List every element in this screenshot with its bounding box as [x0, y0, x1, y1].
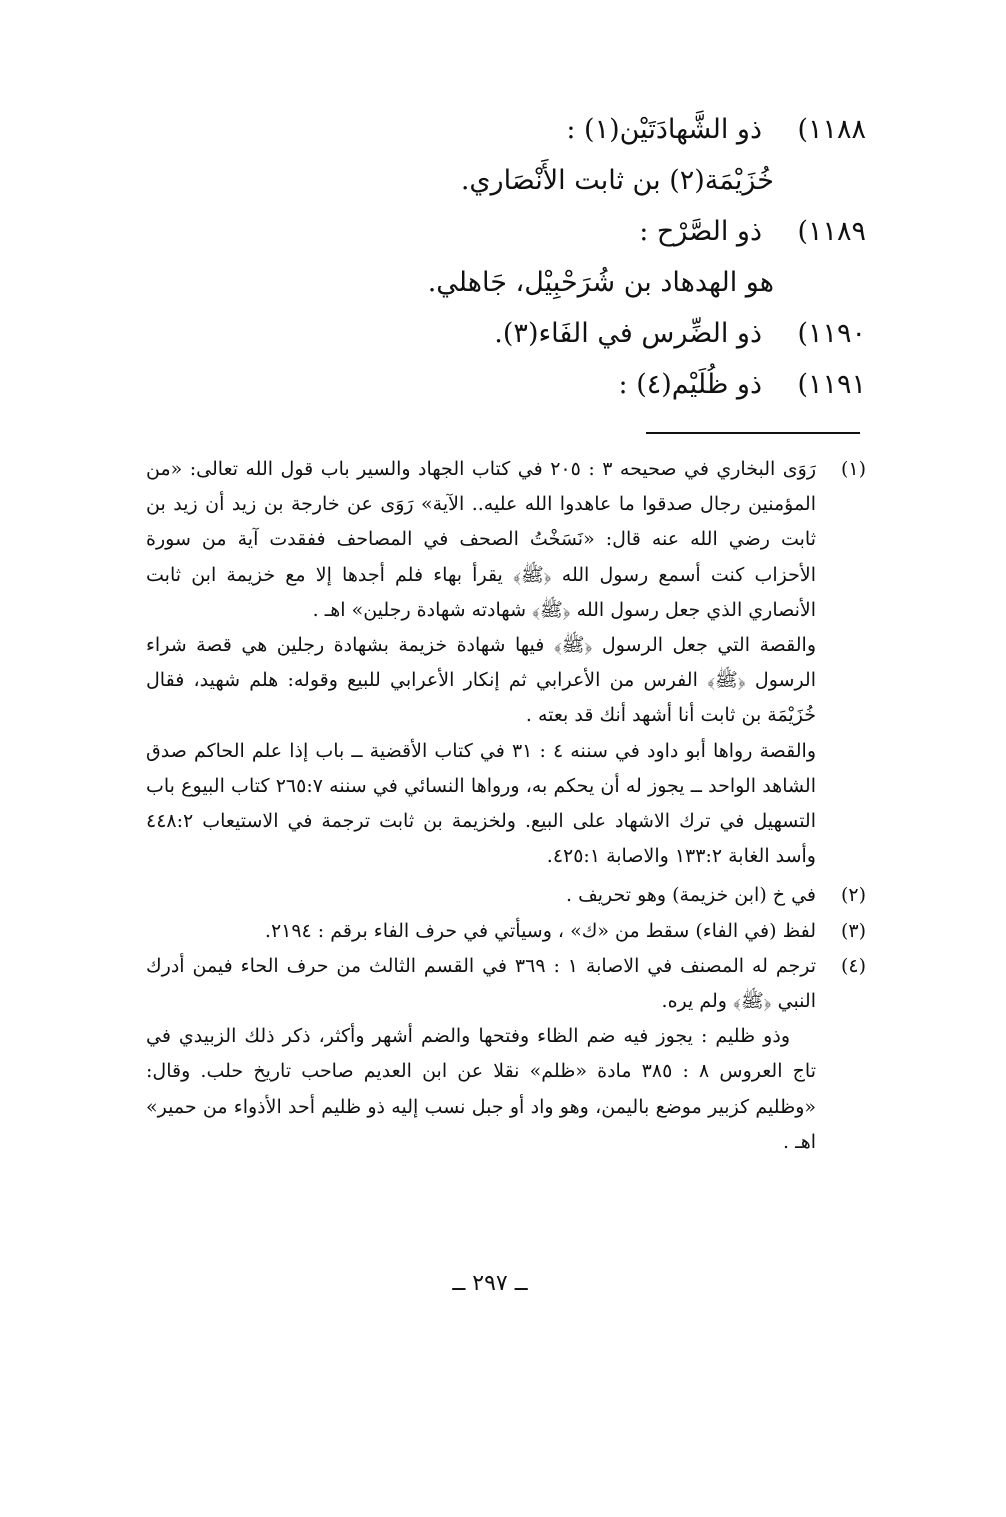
entry-body: خُزَيْمَة(٢) بن ثابت الأَنْصَاري. [460, 165, 774, 196]
footnote-number: (٢) [840, 884, 866, 907]
entry-title: ذو الضِّرس في الفَاء(٣). [494, 318, 762, 349]
entry-title: ذو الصَّرْح : [639, 216, 762, 247]
footnote-paragraph: والقصة التي جعل الرسول ﴿ﷺ﴾ فيها شهادة خزيمة بشهادة رجلين هي قصة شراء الرسول ﴿ﷺ﴾ الفرس من الأعرابي ثم إنكار الأعرابي للبيع وقوله: هلم شهيد، فقال خُزَيْمَة بن ثابت أنا أشهد أنك قد بعته . [146, 634, 816, 727]
footnote-text: لفظ (في الفاء) سقط من «ك» ، وسيأتي في حرف الفاء برقم : ٢١٩٤. [264, 919, 816, 942]
footnote-3 [146, 914, 866, 949]
entry-number: ١١٩٠) [797, 318, 866, 349]
footnote-1 [146, 452, 866, 628]
entries-section [146, 104, 866, 410]
footnote-text: ترجم له المصنف في الاصابة ١ : ٣٦٩ في القسم الثالث من حرف الحاء فيمن أدرك النبي ﴿ﷺ﴾ ولم يره. [146, 954, 816, 1013]
footnotes-section [146, 452, 866, 1160]
page-number: ــ ٢٩٧ ــ [452, 1271, 528, 1296]
footnote-paragraph: وذو ظليم : يجوز فيه ضم الظاء وفتحها والضم أشهر وأكثر، ذكر ذلك الزبيدي في تاج العروس ٨ : ٣٨٥ مادة «ظلم» نقلا عن ابن العديم صاحب تاريخ حلب. وقال: «وظليم كزبير موضع باليمن، وهو واد أو جبل نسب إليه ذو ظليم أحد الأذواء من حمير» اهـ . [146, 1025, 816, 1153]
entry-1190 [146, 308, 866, 359]
footnote-number: (١) [840, 458, 866, 480]
entry-body: هو الهدهاد بن شُرَحْبِيْل، جَاهلي. [427, 267, 774, 298]
footnote-divider [646, 432, 860, 434]
footnote-text: رَوَى البخاري في صحيحه ٣ : ٢٠٥ في كتاب الجهاد والسير باب قول الله تعالى: «من المؤمنين رجال صدقوا ما عاهدوا الله عليه.. الآية» رَوَى عن خارجة بن زيد أن زيد بن ثابت رضي الله عنه قال: «نَسَخْتُ الصحف في المصاحف ففقدت آية من سورة الأحزاب كنت أسمع رسول الله ﴿ﷺ﴾ يقرأ بهاء فلم أجدها إلا مع خزيمة ابن ثابت الأنصاري الذي جعل رسول الله ﴿ﷺ﴾ شهادته شهادة رجلين» اهـ . [146, 458, 816, 621]
footnote-number: (٤) [840, 954, 866, 977]
entry-number: ١١٩١) [797, 369, 866, 400]
footnote-text: في خ (ابن خزيمة) وهو تحريف . [565, 884, 816, 907]
footnote-2 [146, 878, 866, 913]
entry-title: ذو الشَّهادَتَيْن(١) : [566, 114, 762, 145]
entry-number: ١١٨٨) [797, 114, 866, 145]
footnote-4 [146, 949, 866, 1019]
footnote-number: (٣) [840, 919, 866, 942]
entry-1188 [146, 104, 866, 155]
entry-1191 [146, 359, 866, 410]
footnote-paragraph: والقصة رواها أبو داود في سننه ٤ : ٣١ في كتاب الأقضية ــ باب إذا علم الحاكم صدق الشاهد الواحد ــ يجوز له أن يحكم به، ورواها النسائي في سننه ٢٦٥:٧ كتاب البيوع باب التسهيل في ترك الاشهاد على البيع. ولخزيمة بن ثابت ترجمة في الاستيعاب ٤٤٨:٢ وأسد الغابة ١٣٣:٢ والاصابة ٤٢٥:١. [146, 739, 817, 868]
entry-1189 [146, 206, 866, 257]
entry-title: ذو ظُلَيْم(٤) : [618, 369, 762, 400]
entry-number: ١١٨٩) [797, 216, 866, 247]
